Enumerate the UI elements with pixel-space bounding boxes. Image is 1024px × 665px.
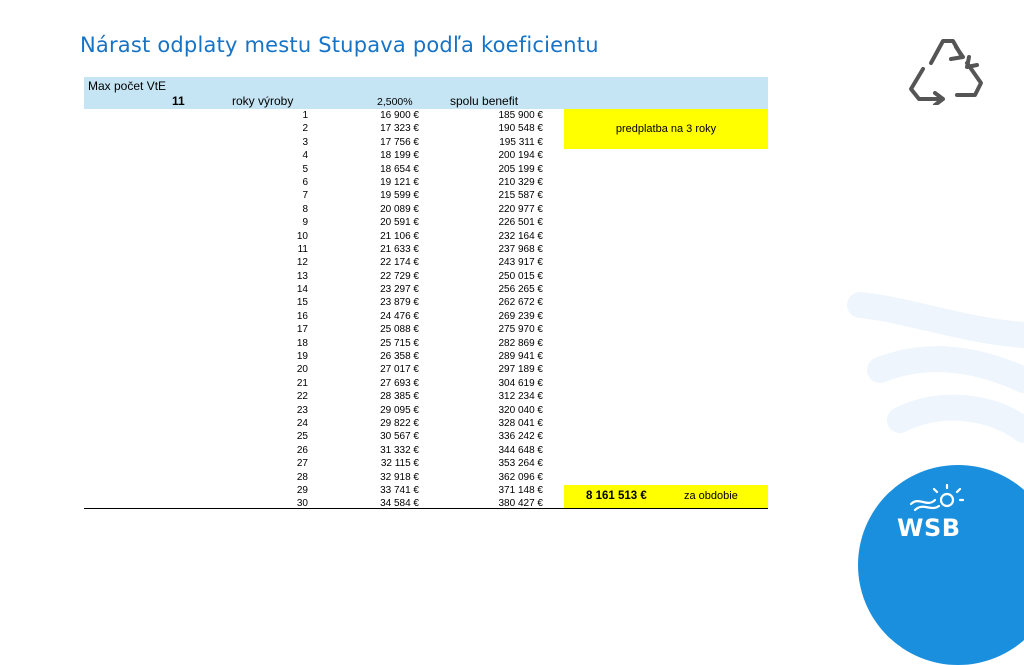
year-cell: 21	[296, 377, 308, 389]
table-row	[84, 149, 768, 162]
price-cell: 21 633 €	[380, 243, 419, 255]
price-cell: 23 297 €	[380, 284, 419, 296]
year-cell: 8	[302, 203, 308, 215]
benefit-cell: 256 265 €	[498, 284, 543, 296]
year-cell: 20	[296, 364, 308, 376]
year-cell: 14	[296, 284, 308, 296]
price-cell: 33 741 €	[380, 484, 419, 496]
benefit-table	[84, 77, 768, 511]
year-cell: 6	[302, 176, 308, 188]
table-row	[84, 203, 768, 216]
year-cell: 30	[296, 498, 308, 510]
year-cell: 18	[296, 337, 308, 349]
wsb-logo-text: WSB	[897, 514, 961, 542]
benefit-cell: 320 040 €	[498, 404, 543, 416]
price-cell: 31 332 €	[380, 444, 419, 456]
benefit-cell: 185 900 €	[498, 110, 543, 121]
benefit-cell: 210 329 €	[498, 176, 543, 188]
year-cell: 3	[302, 136, 308, 148]
table-row	[84, 337, 768, 350]
year-cell: 13	[296, 270, 308, 282]
price-cell: 22 729 €	[380, 270, 419, 282]
benefit-cell: 226 501 €	[498, 217, 543, 229]
price-cell: 30 567 €	[380, 431, 419, 443]
table-row	[84, 270, 768, 283]
year-cell: 29	[296, 484, 308, 496]
benefit-cell: 371 148 €	[498, 484, 543, 496]
benefit-cell: 215 587 €	[498, 190, 543, 202]
benefit-cell: 362 096 €	[498, 471, 543, 483]
price-cell: 25 715 €	[380, 337, 419, 349]
table-row	[84, 189, 768, 202]
table-row	[84, 176, 768, 189]
table-row	[84, 471, 768, 484]
benefit-cell: 205 199 €	[498, 163, 543, 175]
table-row	[84, 444, 768, 457]
price-cell: 18 199 €	[380, 150, 419, 162]
year-cell: 15	[296, 297, 308, 309]
price-cell: 26 358 €	[380, 351, 419, 363]
table-row	[84, 390, 768, 403]
price-cell: 17 323 €	[380, 123, 419, 135]
total-value: 8 161 513 €	[586, 490, 647, 502]
year-cell: 16	[296, 310, 308, 322]
table-row	[84, 404, 768, 417]
price-cell: 28 385 €	[380, 391, 419, 403]
benefit-cell: 262 672 €	[498, 297, 543, 309]
year-cell: 2	[302, 123, 308, 135]
benefit-cell: 282 869 €	[498, 337, 543, 349]
price-cell: 18 654 €	[380, 163, 419, 175]
price-cell: 23 879 €	[380, 297, 419, 309]
price-cell: 32 115 €	[380, 458, 419, 470]
year-cell: 17	[296, 324, 308, 336]
price-cell: 27 693 €	[380, 377, 419, 389]
year-cell: 24	[296, 417, 308, 429]
year-cell: 22	[296, 391, 308, 403]
table-row	[84, 430, 768, 443]
table-row	[84, 163, 768, 176]
total-label: za obdobie	[684, 490, 738, 502]
year-cell: 19	[296, 351, 308, 363]
benefit-cell: 190 548 €	[498, 123, 543, 135]
year-cell: 12	[296, 257, 308, 269]
price-cell: 21 106 €	[380, 230, 419, 242]
price-cell: 19 599 €	[380, 190, 419, 202]
price-cell: 24 476 €	[380, 310, 419, 322]
table-row	[84, 256, 768, 269]
table-row	[84, 310, 768, 323]
year-cell: 5	[302, 163, 308, 175]
price-cell: 20 089 €	[380, 203, 419, 215]
table-row	[84, 363, 768, 376]
price-cell: 17 756 €	[380, 136, 419, 148]
benefit-cell: 243 917 €	[498, 257, 543, 269]
year-cell: 25	[296, 431, 308, 443]
benefit-cell: 304 619 €	[498, 377, 543, 389]
benefit-cell: 220 977 €	[498, 203, 543, 215]
price-cell: 25 088 €	[380, 324, 419, 336]
table-bottom-border	[84, 508, 768, 509]
years-label: roky výroby	[232, 94, 294, 108]
year-cell: 23	[296, 404, 308, 416]
table-header	[84, 77, 768, 109]
total-box	[564, 485, 768, 508]
table-row	[84, 417, 768, 430]
benefit-cell: 344 648 €	[498, 444, 543, 456]
table-row	[84, 296, 768, 309]
benefit-cell: 353 264 €	[498, 458, 543, 470]
benefit-cell: 380 427 €	[498, 498, 543, 510]
recycle-icon	[901, 33, 991, 105]
benefit-cell: 195 311 €	[499, 136, 543, 148]
price-cell: 20 591 €	[380, 217, 419, 229]
year-cell: 7	[302, 190, 308, 202]
max-count-label: Max počet VtE	[88, 79, 167, 93]
table-row	[84, 350, 768, 363]
year-cell: 10	[296, 230, 308, 242]
benefit-cell: 289 941 €	[498, 351, 543, 363]
rate-value: 2,500%	[377, 96, 413, 108]
table-row	[84, 377, 768, 390]
table-row	[84, 243, 768, 256]
price-cell: 29 095 €	[380, 404, 419, 416]
slide-title: Nárast odplaty mestu Stupava podľa koeficientu	[80, 33, 599, 57]
benefit-cell: 312 234 €	[498, 391, 543, 403]
price-cell: 16 900 €	[380, 110, 419, 121]
benefit-cell: 297 189 €	[498, 364, 543, 376]
price-cell: 27 017 €	[380, 364, 419, 376]
benefit-label: spolu benefit	[450, 94, 519, 108]
prepayment-note: predplatba na 3 roky	[564, 109, 768, 149]
benefit-cell: 269 239 €	[498, 310, 543, 322]
price-cell: 32 918 €	[380, 471, 419, 483]
benefit-cell: 200 194 €	[498, 150, 543, 162]
background-waves	[840, 290, 1024, 490]
table-row	[84, 216, 768, 229]
benefit-cell: 336 242 €	[498, 431, 543, 443]
benefit-cell: 328 041 €	[498, 417, 543, 429]
table-body	[84, 109, 768, 511]
table-row	[84, 457, 768, 470]
year-cell: 11	[297, 243, 308, 255]
table-row	[84, 323, 768, 336]
table-row	[84, 230, 768, 243]
price-cell: 34 584 €	[380, 498, 419, 510]
price-cell: 19 121 €	[380, 176, 419, 188]
year-cell: 27	[296, 458, 308, 470]
year-cell: 28	[296, 471, 308, 483]
benefit-cell: 250 015 €	[498, 270, 543, 282]
price-cell: 22 174 €	[380, 257, 419, 269]
year-cell: 1	[302, 110, 308, 121]
benefit-cell: 232 164 €	[498, 230, 543, 242]
sun-logo-icon	[905, 484, 965, 514]
max-count-value: 11	[172, 94, 185, 108]
year-cell: 4	[302, 150, 308, 162]
year-cell: 26	[296, 444, 308, 456]
year-cell: 9	[302, 217, 308, 229]
price-cell: 29 822 €	[380, 417, 419, 429]
benefit-cell: 275 970 €	[498, 324, 543, 336]
benefit-cell: 237 968 €	[498, 243, 543, 255]
table-row	[84, 283, 768, 296]
